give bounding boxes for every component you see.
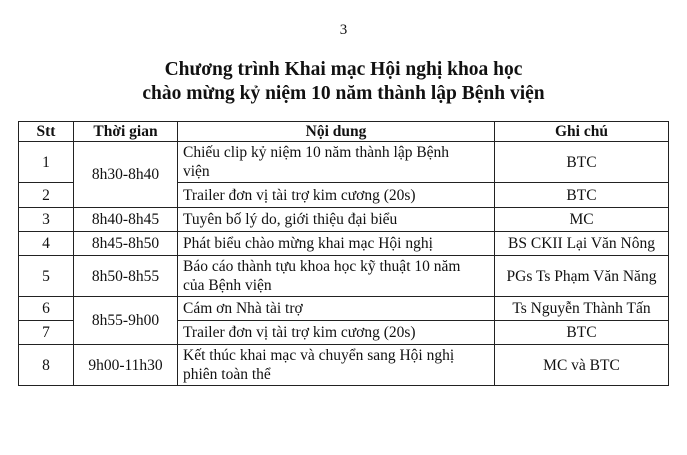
table-row (19, 345, 669, 386)
cell-note: BTC (495, 321, 669, 345)
cell-stt: 2 (19, 183, 74, 208)
cell-stt: 6 (19, 297, 74, 321)
cell-stt: 4 (19, 232, 74, 256)
table-row (19, 297, 669, 321)
table-row (19, 208, 669, 232)
content-line: Chiếu clip kỷ niệm 10 năm thành lập Bệnh (183, 144, 450, 161)
cell-content (178, 345, 495, 386)
cell-note: MC (495, 208, 669, 232)
program-schedule-table (18, 121, 669, 386)
document-title (0, 58, 687, 106)
cell-content: Trailer đơn vị tài trợ kim cương (20s) (178, 321, 495, 345)
cell-stt: 7 (19, 321, 74, 345)
content-line: của Bệnh viện (183, 277, 272, 294)
cell-content (178, 142, 495, 183)
cell-stt: 3 (19, 208, 74, 232)
cell-note: PGs Ts Phạm Văn Năng (495, 256, 669, 297)
table-row (19, 256, 669, 297)
cell-note: Ts Nguyễn Thành Tấn (495, 297, 669, 321)
cell-content (178, 256, 495, 297)
cell-content: Phát biểu chào mừng khai mạc Hội nghị (178, 232, 495, 256)
table-header-row (19, 122, 669, 142)
header-time: Thời gian (74, 122, 178, 142)
content-line: Kết thúc khai mạc và chuyển sang Hội nghị (183, 347, 455, 364)
cell-time: 8h45-8h50 (74, 232, 178, 256)
cell-content: Tuyên bố lý do, giới thiệu đại biểu (178, 208, 495, 232)
cell-time: 8h50-8h55 (74, 256, 178, 297)
cell-time: 8h55-9h00 (74, 297, 178, 345)
cell-time: 8h40-8h45 (74, 208, 178, 232)
title-line-1: Chương trình Khai mạc Hội nghị khoa học (164, 59, 523, 80)
cell-content: Cám ơn Nhà tài trợ (178, 297, 495, 321)
table-row (19, 232, 669, 256)
cell-note: BTC (495, 142, 669, 183)
cell-note: BTC (495, 183, 669, 208)
table-row (19, 142, 669, 183)
cell-content: Trailer đơn vị tài trợ kim cương (20s) (178, 183, 495, 208)
cell-stt: 1 (19, 142, 74, 183)
cell-note: BS CKII Lại Văn Nông (495, 232, 669, 256)
title-line-2: chào mừng kỷ niệm 10 năm thành lập Bệnh viện (142, 83, 545, 104)
content-line: viện (183, 163, 210, 180)
header-note: Ghi chú (495, 122, 669, 142)
page-number: 3 (339, 22, 348, 38)
cell-time: 9h00-11h30 (74, 345, 178, 386)
header-stt: Stt (19, 122, 74, 142)
content-line: phiên toàn thể (183, 366, 271, 383)
cell-time: 8h30-8h40 (74, 142, 178, 208)
cell-stt: 5 (19, 256, 74, 297)
header-content: Nội dung (178, 122, 495, 142)
cell-note: MC và BTC (495, 345, 669, 386)
cell-stt: 8 (19, 345, 74, 386)
content-line: Báo cáo thành tựu khoa học kỹ thuật 10 năm (183, 258, 461, 275)
